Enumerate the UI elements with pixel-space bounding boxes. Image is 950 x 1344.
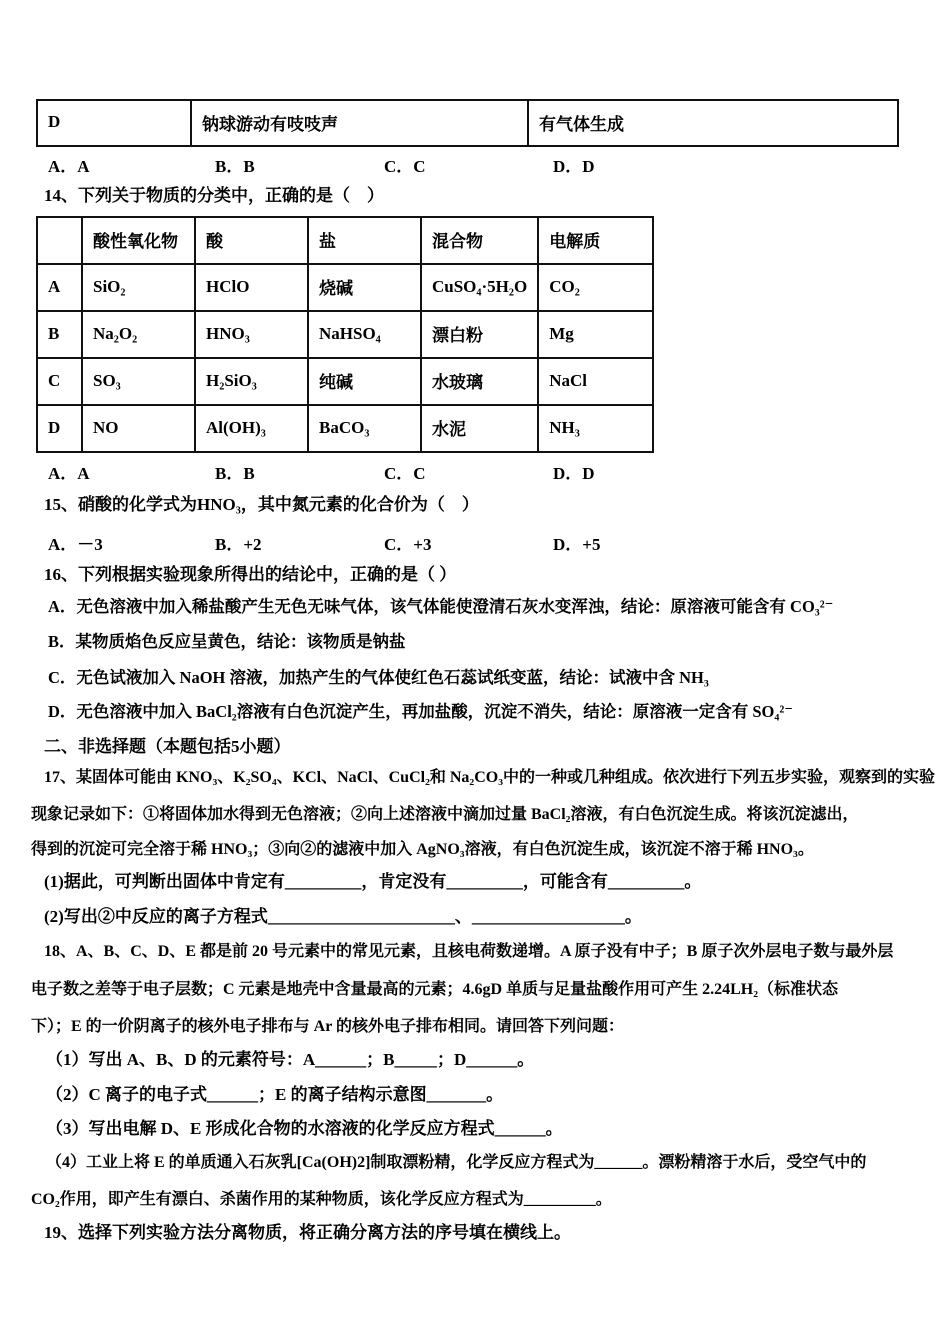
q17-blank-1: (1)据此，可判断出固体中肯定有_________，肯定没有_________，可能含有_________。 <box>44 872 702 891</box>
table-cell: NO <box>82 405 195 452</box>
table-cell: SiO₂ <box>82 264 195 311</box>
table-cell: A <box>37 264 82 311</box>
option-c: C．+3 <box>384 535 432 554</box>
table-cell: SO₃ <box>82 358 195 405</box>
section-2-title: 二、非选择题（本题包括5小题） <box>44 737 291 756</box>
q14-stem: 14、下列关于物质的分类中，正确的是（ ） <box>44 186 384 205</box>
table-cell: Na₂O₂ <box>82 311 195 358</box>
table-cell: B <box>37 311 82 358</box>
table-header-row <box>37 217 653 264</box>
table-row-a <box>37 264 653 311</box>
option-d: D．D <box>553 464 595 483</box>
table-row <box>37 100 898 146</box>
table-cell: 漂白粉 <box>421 311 538 358</box>
table-cell: H₂SiO₃ <box>195 358 308 405</box>
table-cell-conclusion: 有气体生成 <box>528 100 898 146</box>
option-a: A．A <box>48 464 90 483</box>
header-cell: 电解质 <box>538 217 653 264</box>
table-cell: 水泥 <box>421 405 538 452</box>
q16-stem: 16、下列根据实验现象所得出的结论中，正确的是（ ） <box>44 565 457 584</box>
table-cell: 水玻璃 <box>421 358 538 405</box>
q18-line-1: 18、A、B、C、D、E 都是前 20 号元素中的常见元素，且核电荷数递增。A 原子没有中子；B 原子次外层电子数与最外层 <box>44 943 894 960</box>
table-cell: Mg <box>538 311 653 358</box>
table-row-b <box>37 311 653 358</box>
header-cell: 盐 <box>308 217 421 264</box>
q18-sub-1: （1）写出 A、B、D 的元素符号：A______；B_____；D______。 <box>46 1050 535 1069</box>
q17-line-1: 17、某固体可能由 KNO₃、K₂SO₄、KCl、NaCl、CuCl₂和 Na₂CO₃中的一种或几种组成。依次进行下列五步实验，观察到的实验 <box>44 769 936 786</box>
table-row-c <box>37 358 653 405</box>
option-d: D．D <box>553 157 595 176</box>
q16-option-c: C．无色试液加入 NaOH 溶液，加热产生的气体使红色石蕊试纸变蓝，结论：试液中含 NH₃ <box>48 668 709 687</box>
table-cell: BaCO₃ <box>308 405 421 452</box>
table-cell: 纯碱 <box>308 358 421 405</box>
q16-option-a: A．无色溶液中加入稀盐酸产生无色无味气体，该气体能使澄清石灰水变浑浊，结论：原溶液可能含有 CO₃²⁻ <box>48 597 834 616</box>
q18-sub-3: （3）写出电解 D、E 形成化合物的水溶液的化学反应方程式______。 <box>46 1119 563 1138</box>
table-cell: NH₃ <box>538 405 653 452</box>
header-cell: 酸 <box>195 217 308 264</box>
table-cell: NaCl <box>538 358 653 405</box>
table-cell: HNO₃ <box>195 311 308 358</box>
option-b: B．B <box>215 464 255 483</box>
option-a: A．－3 <box>48 535 103 554</box>
q18-sub-4: （4）工业上将 E 的单质通入石灰乳[Ca(OH)2]制取漂粉精，化学反应方程式为______。漂粉精溶于水后，受空气中的 <box>46 1154 867 1171</box>
q14-answer-options-row <box>0 459 950 483</box>
q15-stem: 15、硝酸的化学式为HNO₃，其中氮元素的化合价为（ ） <box>44 495 479 514</box>
q13-phenomena-table <box>36 99 899 147</box>
q17-line-3: 得到的沉淀可完全溶于稀 HNO₃；③向②的滤液中加入 AgNO₃溶液，有白色沉淀生成，该沉淀不溶于稀 HNO₃。 <box>31 841 814 858</box>
q14-classification-table <box>36 216 654 453</box>
option-b: B．+2 <box>215 535 262 554</box>
option-b: B．B <box>215 157 255 176</box>
table-cell: CuSO₄·5H₂O <box>421 264 538 311</box>
table-cell: D <box>37 405 82 452</box>
q17-blank-2: (2)写出②中反应的离子方程式______________________、__________________。 <box>44 907 642 926</box>
q16-option-b: B．某物质焰色反应呈黄色，结论：该物质是钠盐 <box>48 632 406 651</box>
table-cell: NaHSO₄ <box>308 311 421 358</box>
q18-sub-4-continued: CO₂作用，即产生有漂白、杀菌作用的某种物质，该化学反应方程式为_________。 <box>31 1191 612 1208</box>
q13-answer-options-row <box>0 152 950 176</box>
q17-line-2: 现象记录如下：①将固体加水得到无色溶液；②向上述溶液中滴加过量 BaCl₂溶液，有白色沉淀生成。将该沉淀滤出， <box>31 806 859 823</box>
table-cell: CO₂ <box>538 264 653 311</box>
table-cell: HClO <box>195 264 308 311</box>
header-cell <box>37 217 82 264</box>
table-cell: Al(OH)₃ <box>195 405 308 452</box>
option-c: C．C <box>384 464 426 483</box>
header-cell: 混合物 <box>421 217 538 264</box>
table-row-d <box>37 405 653 452</box>
option-c: C．C <box>384 157 426 176</box>
option-a: A．A <box>48 157 90 176</box>
header-cell: 酸性氧化物 <box>82 217 195 264</box>
option-d: D．+5 <box>553 535 601 554</box>
table-cell: C <box>37 358 82 405</box>
table-cell-option-letter: D <box>37 100 191 146</box>
q18-sub-2: （2）C 离子的电子式______；E 的离子结构示意图_______。 <box>46 1085 504 1104</box>
q18-line-2: 电子数之差等于电子层数；C 元素是地壳中含量最高的元素；4.6gD 单质与足量盐酸作用可产生 2.24LH₂（标准状态 <box>31 981 839 998</box>
q18-line-3: 下）；E 的一价阴离子的核外电子排布与 Ar 的核外电子排布相同。请回答下列问题： <box>31 1018 625 1035</box>
table-cell-phenomenon: 钠球游动有吱吱声 <box>191 100 528 146</box>
q16-option-d: D．无色溶液中加入 BaCl₂溶液有白色沉淀产生，再加盐酸，沉淀不消失，结论：原溶液一定含有 SO₄²⁻ <box>48 702 793 721</box>
q19-stem: 19、选择下列实验方法分离物质，将正确分离方法的序号填在横线上。 <box>44 1223 571 1242</box>
table-cell: 烧碱 <box>308 264 421 311</box>
q15-answer-options-row <box>0 530 950 554</box>
